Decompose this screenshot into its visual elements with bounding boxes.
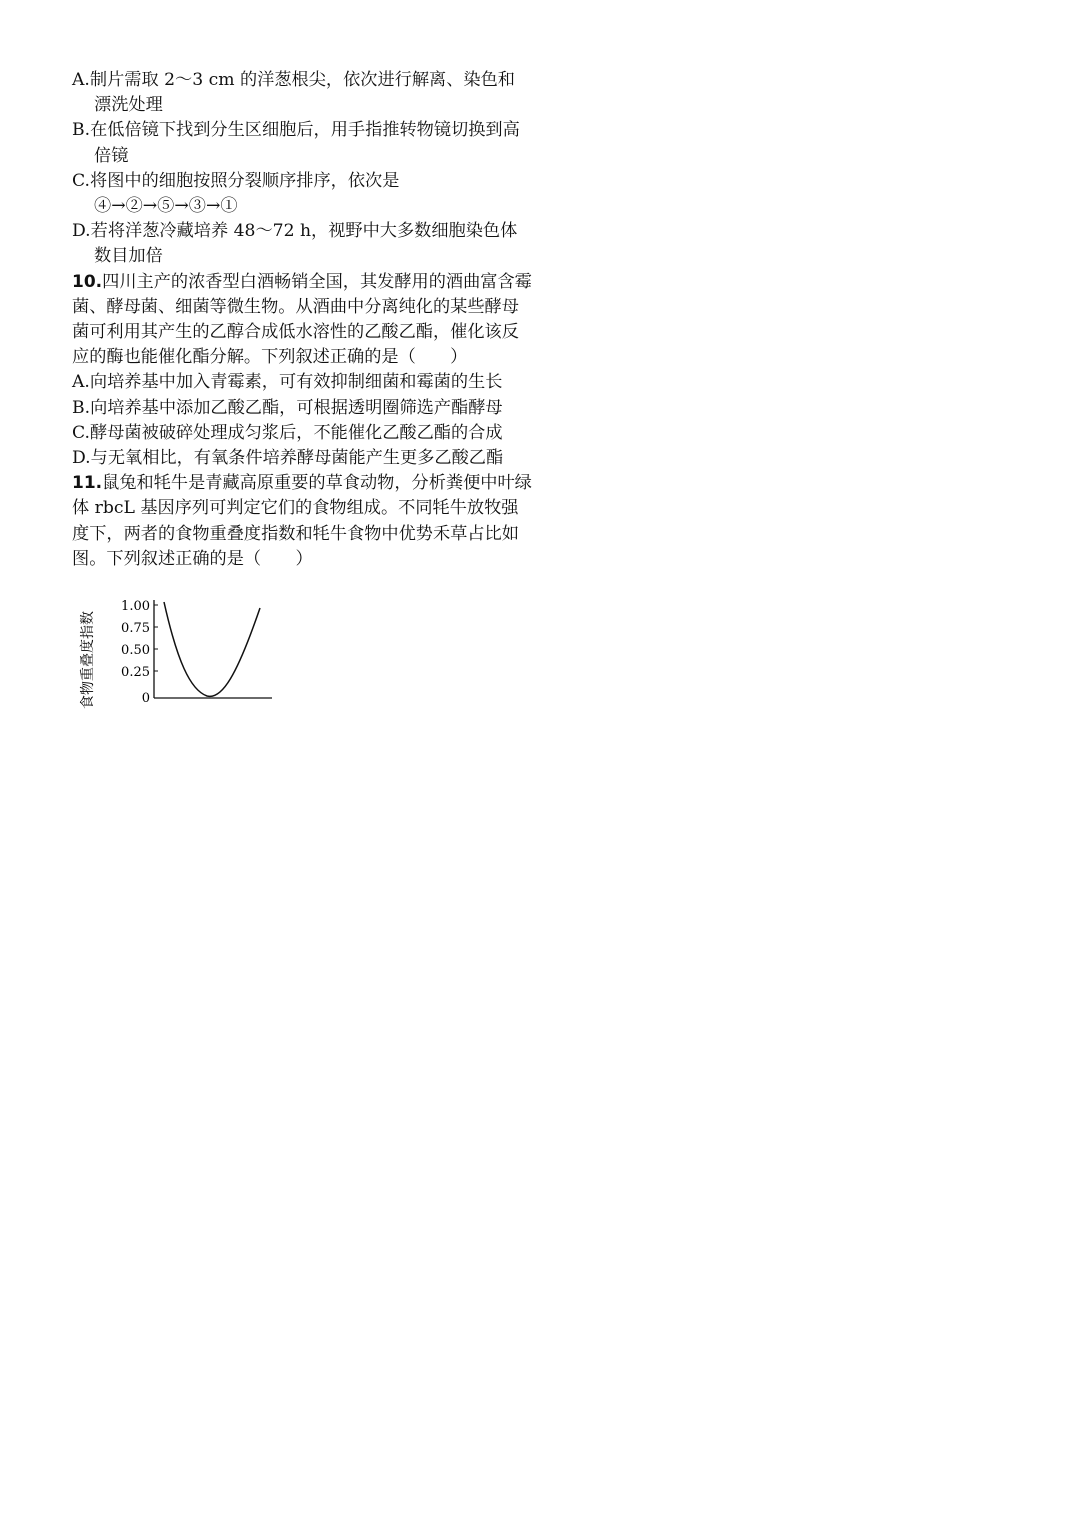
q10-option-a: A.向培养基中加入青霉素，可有效抑制细菌和霉菌的生长 bbox=[72, 372, 503, 393]
q10-option-c: C.酵母菌被破碎处理成匀浆后，不能催化乙酸乙酯的合成 bbox=[72, 422, 503, 443]
question-10 bbox=[72, 270, 532, 472]
q10-number: 10. bbox=[72, 271, 103, 292]
q11-left-ytick: 0.50 bbox=[121, 643, 150, 658]
q11-stem: 鼠兔和牦牛是青藏高原重要的草食动物，分析粪便中叶绿体 rbcL 基因序列可判定它们的食物组成。不同牦牛放牧强度下，两者的食物重叠度指数和牦牛食物中优势禾草占比如图。下列叙述正确的是 bbox=[72, 473, 532, 569]
q11-number: 11. bbox=[72, 473, 103, 494]
q9-option-c: C.将图中的细胞按照分裂顺序排序，依次是④→②→⑤→③→① bbox=[72, 170, 400, 217]
question-11 bbox=[72, 471, 532, 572]
q10-option-d: D.与无氧相比，有氧条件培养酵母菌能产生更多乙酸乙酯 bbox=[72, 448, 504, 469]
q9-option-b: B.在低倍镜下找到分生区细胞后，用手指推转物镜切换到高倍镜 bbox=[72, 120, 520, 166]
q11-left-ytick: 0.25 bbox=[121, 665, 150, 680]
q10-stem: 四川主产的浓香型白酒畅销全国，其发酵用的酒曲富含霉菌、酵母菌、细菌等微生物。从酒曲中分离纯化的某些酵母菌可利用其产生的乙醇合成低水溶性的乙酸乙酯，催化该反应的酶也能催化酯分解。下列叙述正确的是 bbox=[72, 271, 532, 368]
q10-paren: （ ） bbox=[398, 347, 468, 368]
q11-left-ytick: 1.00 bbox=[121, 599, 150, 614]
left-column bbox=[72, 68, 532, 572]
q9-options bbox=[72, 68, 532, 270]
q9-option-a: A.制片需取 2～3 cm 的洋葱根尖，依次进行解离、染色和漂洗处理 bbox=[72, 70, 515, 116]
q11-left-plot bbox=[79, 599, 272, 709]
q11-paren: （ ） bbox=[243, 548, 313, 569]
q11-left-ytick: 0.75 bbox=[121, 621, 150, 636]
q11-left-ytick: 0 bbox=[141, 691, 150, 706]
q11-figure bbox=[72, 590, 532, 740]
q11-overlap-curve bbox=[164, 602, 260, 696]
q9-option-d: D.若将洋葱冷藏培养 48～72 h，视野中大多数细胞染色体数目加倍 bbox=[72, 221, 518, 267]
q10-option-b: B.向培养基中添加乙酸乙酯，可根据透明圈筛选产酯酵母 bbox=[72, 397, 503, 418]
q11-left-ylabel: 食物重叠度指数 bbox=[80, 611, 96, 709]
